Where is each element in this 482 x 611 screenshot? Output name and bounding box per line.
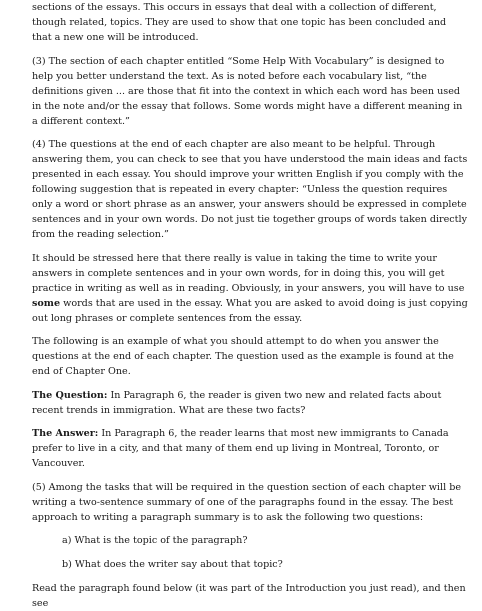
emphasis-some: some — [32, 297, 61, 309]
list-item-a: a) What is the topic of the paragraph? — [62, 534, 248, 546]
paragraph-intro: sections of the essays. This occurs in essays that deal with a collection of different, though related, topics. They are used to show that one topic has been concluded and that a new one will be introduced. — [32, 2, 447, 43]
question-text: In Paragraph 6, the reader is given two new and related facts about recent trends in immigration. What are these two facts? — [32, 389, 442, 416]
example-question — [32, 388, 468, 418]
question-label: The Question: — [32, 389, 108, 401]
paragraph-questions: (4) The questions at the end of each chapter are also meant to be helpful. Through answering them, you can check to see that you have understood the main ideas and facts presented in each essay. You should improve your written English if you comply with the following suggestion that is repeated in every chapter: “Unless the question requires only a word or short phrase as an answer, your answers should be expressed in complete sentences and in your own words. Do not just tie together groups of words taken directly from the reading selection.” — [32, 139, 468, 240]
paragraph-text: It should be stressed here that there really is value in taking the time to write your answers in complete sentences and in your own words, for in doing this, you will get practice in writing as well as in reading. Obviously, in your answers, you will have to use — [32, 252, 465, 294]
paragraph-summary: (5) Among the tasks that will be required in the question section of each chapter will be writing a two-sentence summary of one of the paragraphs found in the essay. The best approach to writing a paragraph summary is to ask the following two questions: — [32, 481, 462, 523]
list-item-b: b) What does the writer say about that topic? — [62, 558, 283, 570]
paragraph-vocabulary: (3) The section of each chapter entitled “Some Help With Vocabulary” is designed to help you better understand the text. As is noted before each vocabulary list, “the definitions given ... are those that fit into the context in which each word has been used in the note and/or the essay that follows. Some words might have a different meaning in a different context.” — [32, 55, 463, 127]
answer-label: The Answer: — [32, 428, 99, 439]
paragraph-complete-sentences — [32, 251, 468, 326]
example-answer — [32, 426, 468, 471]
paragraph-text: words that are used in the essay. What you are asked to avoid doing is just copying out long phrases or complete sentences from the essay. — [32, 297, 468, 324]
answer-text: In Paragraph 6, the reader learns that most new immigrants to Canada prefer to live in a city, and that many of them end up living in Montreal, Toronto, or Vancouver. — [32, 428, 449, 469]
paragraph-example: The following is an example of what you should attempt to do when you answer the questions at the end of each chapter. The question used as the example is found at the end of Chapter One. — [32, 336, 454, 377]
paragraph-final: Read the paragraph found below (it was part of the Introduction you just read), and then see — [32, 582, 466, 609]
